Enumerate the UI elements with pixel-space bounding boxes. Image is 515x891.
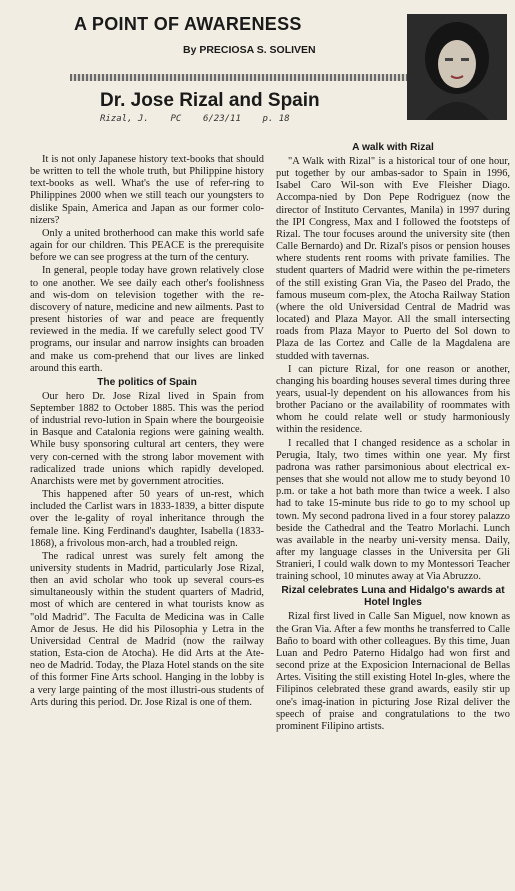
author-portrait-icon	[407, 14, 507, 120]
paragraph: I can picture Rizal, for one reason or another, changing his boarding houses several times during three years, usual-ly dependent on his allowances from his brother Paciano or the availability of roommates with whom he could relate well or study harmoniously within the residence.	[276, 363, 510, 436]
article-body	[30, 128, 510, 888]
column-title: A POINT OF AWARENESS	[74, 14, 302, 34]
right-column	[276, 128, 510, 888]
paragraph: Only a united brotherhood can make this world safe again for our children. This PEACE is the prerequisite before we can see progress at the turn of the century.	[30, 227, 264, 264]
left-column	[30, 128, 264, 888]
handwritten-note: Rizal, J. PC 6/23/11 p. 18	[100, 114, 290, 124]
paragraph: The radical unrest was surely felt among the university students in Madrid, particularly Jose Rizal, then an avid scholar who took up several cours-es simultaneously within the student quarters of Madrid, most of which are centered in what tourists know as "old Madrid". The Faculta de Medicina was in Calle Amor de Jesus. He did his Pilosophia y Letra in the Universidad Central de Madrid (now the railway station, Esta-cion de Atocha). He did Arts at the Ate-neo de Madrid. Today, the Plaza Hotel stands on the site of this former Fine Arts school. Hanging in the lobby is a very large painting of the most illustri-ous students of Arts during this period. Dr. Jose Rizal is one of them.	[30, 550, 264, 708]
paragraph: Our hero Dr. Jose Rizal lived in Spain from September 1882 to October 1885. This was the period of industrial revo-lution in Spain where the bourgeoisie in Basque and Catalonia regions were gaining wealth. While busy sponsoring cultural art centers, they were very con-cerned with the strong labor movement with radicalized trade unions which rapidly developed. Anarchists were met by government atrocities.	[30, 390, 264, 487]
paragraph: "A Walk with Rizal" is a historical tour of one hour, put together by our ambas-sador to Spain in 1996, Isabel Caro Wil-son with Eve Fleisher Diago. Accompa-nied by Don Pepe Rodriguez (now the director of Instituto Cervantes, Manila) in 1997 during the IPI Congress, Max and I followed the footsteps of Rizal. The tour focuses around the university site (then Calle Bernardo) and Dr. Rizal's pisos or pension houses where students rent rooms with private families. The student quarters of Madrid were within the pe-rimeters of the still existing Gran Via, the Paseo del Prado, the famous museum com-plex, the Atocha Railway Station (where the old Universidad Central de Madrid was located) and Plaza Mayor. All the small intersecting roads from Plaza Mayor to Puerto del Sol down to Plaza de las Cortez and Calle de la Magdalena are studded with tavernas.	[276, 156, 510, 362]
paragraph: In general, people today have grown relatively close to one another. We see daily each other's foolishness and wis-dom on television together with the re-discovery of nature, medicine and new ailments. Past to present histories of war and peace are frequently reviewed in the media. If we carefully select good TV programs, our insular and narrow insights can broaden and make us com-prehend that our lives are linked around this earth.	[30, 265, 264, 374]
decorative-rule	[70, 74, 425, 81]
byline: By PRECIOSA S. SOLIVEN	[183, 44, 316, 56]
paragraph: Rizal first lived in Calle San Miguel, now known as the Gran Via. After a few months he transferred to Calle Baño to board with other colleagues. By this time, Juan Luan and Pedro Paterno Hidalgo had won first and second prize at the Exposicion Internacional de Bellas Artes. Visiting the still existing Hotel In-gles, where the Filipinos celebrated these grand awards, easily stir up one's imag-ination in picturing Jose Rizal deliver the speech of praise and congratulations to the two prominent Filipino artists.	[276, 611, 510, 732]
paragraph: This happened after 50 years of un-rest, which included the Carlist wars in 1833-1839, a bitter dispute over the le-gality of royal inheritance through the female line. King Ferdinand's daughter, Isabella (1833-1868), a frivolous mon-arch, had a troubled reign.	[30, 489, 264, 549]
section-heading: The politics of Spain	[97, 376, 197, 388]
author-photo	[407, 14, 507, 120]
paragraph: It is not only Japanese history text-books that should be written to tell the whole truth, but Philippine history text-books as well. What's the use of refer-ring to Philippines 2000 when we still teach our youngsters to dislike Spain, America and Japan as our former colo-nizers?	[30, 154, 264, 226]
article-headline: Dr. Jose Rizal and Spain	[100, 90, 320, 111]
paragraph: I recalled that I changed residence as a scholar in Perugia, Italy, two times within one year. My first padrona was rather parsimonious about electrical ex-penses that she would not allow me to study beyond 10 p.m. or take a hot bath more than twice a week. I also had to take 15-minute bus ride to go to my school up town. My second padrona lived in a four storey palazzo beside the Cathedral and the Teatro Morlachi. Lunch was available in the nearby uni-versity mensa. Daily, after my language classes in the Universita per Gli Stranieri, I could walk down to my Montessori Teacher training school, 10 minutes away at Via Abruzzo.	[276, 437, 510, 583]
section-heading: A walk with Rizal	[352, 142, 434, 153]
section-heading: Rizal celebrates Luna and Hidalgo's awards at Hotel Ingles	[281, 585, 505, 609]
